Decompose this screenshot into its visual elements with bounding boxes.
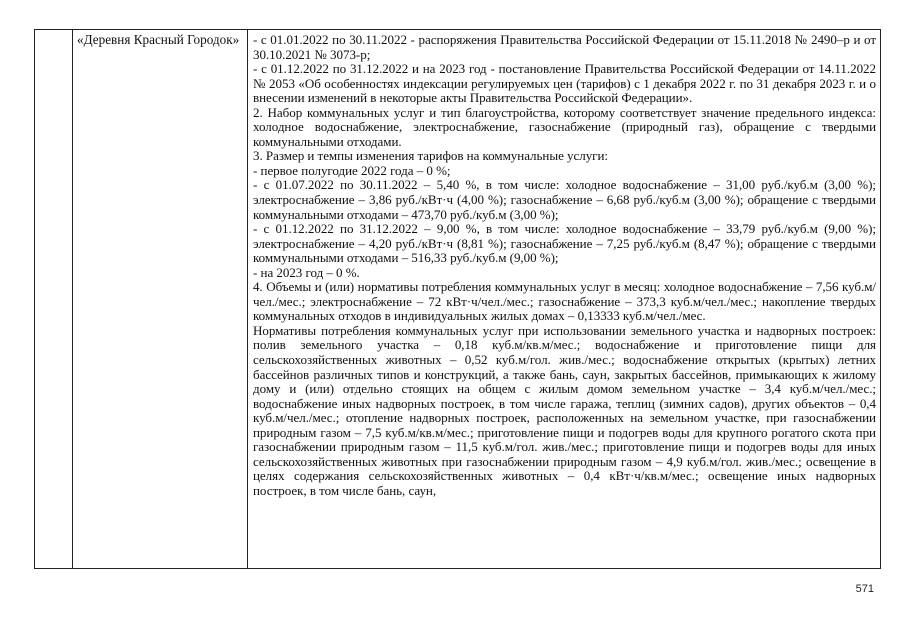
paragraph: - на 2023 год – 0 %. (253, 264, 360, 280)
settlement-name: «Деревня Красный Городок» (77, 32, 240, 47)
paragraph: - с 01.01.2022 по 30.11.2022 - распоряжения Правительства Российской Федерации от 15.11.2018 № 2490–р и от 30.10.2021 № 3073-р; (253, 33, 876, 62)
paragraph: 3. Размер и темпы изменения тарифов на коммунальные услуги: (253, 148, 608, 164)
paragraph: - с 01.12.2022 по 31.12.2022 – 9,00 %, в том числе: холодное водоснабжение – 33,79 руб./куб.м (9,00 %); электроснабжение – 4,20 руб./кВт·ч (8,81 %); газоснабжение – 7,25 руб./куб.м (8,47 %); обращение с твердыми коммунальными отходами – 516,33 руб./куб.м (9,00 %); (253, 221, 876, 266)
tariff-table (34, 29, 881, 569)
page-number: 571 (855, 583, 874, 595)
paragraph: - с 01.12.2022 по 31.12.2022 и на 2023 год - постановление Правительства Российской Федерации от 14.11.2022 № 2053 «Об особенностях индексации регулируемых цен (тарифов) с 1 декабря 2022 г. по 31 декабря 2023 г. и о внесении изменений в некоторые акты Правительства Российской Федерации». (253, 61, 876, 106)
paragraph: 4. Объемы и (или) нормативы потребления коммунальных услуг в месяц: холодное водоснабжение – 7,56 куб.м/чел./мес.; электроснабжение – 72 кВт·ч/чел./мес.; газоснабжение – 373,3 куб.м/чел./мес.; накопление твердых коммунальных отходов в индивидуальных жилых домах – 0,13333 куб.м/чел./мес. (253, 279, 876, 324)
paragraph: 2. Набор коммунальных услуг и тип благоустройства, которому соответствует значение предельного индекса: холодное водоснабжение, электроснабжение, газоснабжение (природный газ), обращение с твердыми коммунальными отходами. (253, 104, 876, 149)
description-text (253, 33, 876, 568)
table-row (35, 30, 881, 569)
settlement-name-cell (73, 30, 248, 569)
paragraph: - с 01.07.2022 по 30.11.2022 – 5,40 %, в том числе: холодное водоснабжение – 31,00 руб./куб.м (3,00 %); электроснабжение – 3,86 руб./кВт·ч (4,00 %); газоснабжение – 6,68 руб./куб.м (3,00 %); обращение с твердыми коммунальными отходами – 473,70 руб./куб.м (3,00 %); (253, 177, 876, 222)
description-cell (248, 30, 881, 569)
paragraph: - первое полугодие 2022 года – 0 %; (253, 162, 451, 178)
paragraph: Нормативы потребления коммунальных услуг при использовании земельного участка и надворных построек: полив земельного участка – 0,18 куб.м/кв.м/мес.; водоснабжение и приготовление пищи для сельскохозяйственных животных – 0,52 куб.м/гол. жив./мес.; водоснабжение открытых (крытых) летних бассейнов различных типов и конструкций, а также бань, саун, закрытых бассейнов, примыкающих к жилому дому и (или) отдельно стоящих на общем с жилым домом земельном участке – 3,4 куб.м/чел./мес.; водоснабжение иных надворных построек, в том числе гаража, теплиц (зимних садов), других объектов – 0,4 куб.м/чел./мес.; отопление надворных построек, расположенных на земельном участке, при газоснабжении природным газом – 7,5 куб.м/кв.м/мес.; приготовление пищи и подогрев воды для крупного рогатого скота при газоснабжении природным газом – 11,5 куб.м/гол. жив./мес.; приготовление пищи и подогрев воды для иных сельскохозяйственных животных при газоснабжении природным газом – 4,9 куб.м/гол. жив./мес.; освещение в целях содержания сельскохозяйственных животных – 0,4 кВт·ч/кв.м/мес.; освещение иных надворных построек, в том числе бань, саун, (253, 322, 876, 498)
row-number-cell (35, 30, 73, 569)
